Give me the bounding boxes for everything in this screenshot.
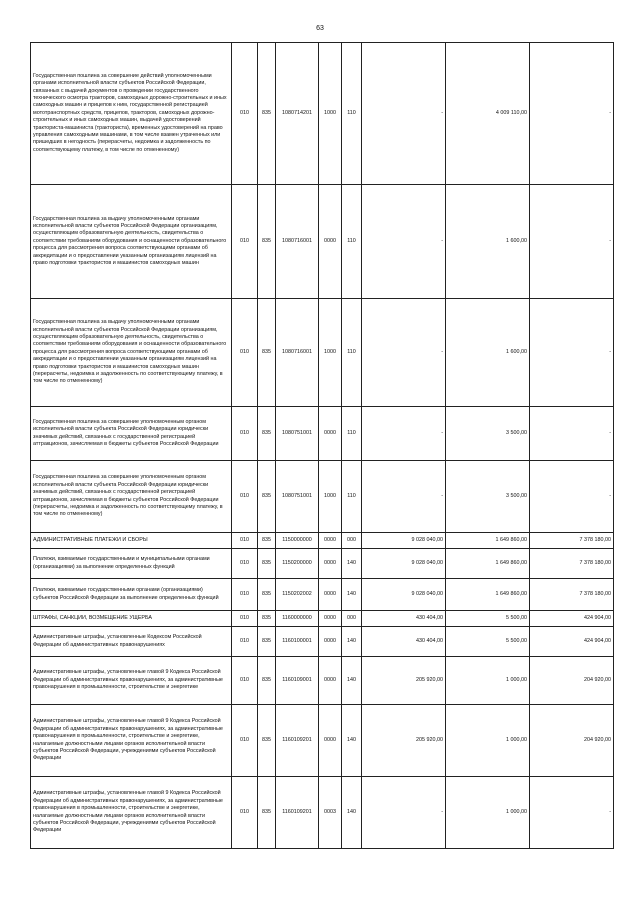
row-value-3: 204 920,00: [530, 657, 614, 705]
row-description: Государственная пошлина за совершение действий уполномоченными органами исполнительной власти субъектов Российской Федерации, связанных с выдачей документов о проведении государственного технического осмотра тракторов, самоходных дорожно-строительных и иных самоходных машин и прицепов к ним, государственной регистрацией мототранспортных средств, прицепов, тракторов, самоходных дорожно-строительных и иных самоходных машин, выдачей удостоверений тракториста-машиниста (тракториста), временных удостоверений на право управления самоходными машинами, в том числе взамен утраченных или пришедших в негодность (перерасчеты, недоимка и задолженность по соответствующему платежу, в том числе по отмененному): [31, 43, 232, 185]
row-admin-code: 835: [258, 705, 276, 777]
row-program-code: 0000: [319, 533, 342, 549]
row-description: Государственная пошлина за совершение уполномоченным органом исполнительной власти субъекта Российской Федерации юридически значимых действий, связанных с государственной регистрацией аттракционов, зачисляемая в бюджеты субъектов Российской Федерации (перерасчеты, недоимка и задолженность по соответствующему платежу, в том числе по отмененному): [31, 461, 232, 533]
row-kbk-code: 1080751001: [276, 461, 319, 533]
row-type-code: 140: [342, 627, 362, 657]
row-admin-code: 835: [258, 611, 276, 627]
row-kbk-code: 1080716001: [276, 299, 319, 407]
table-row: [31, 299, 614, 407]
row-type-code: 000: [342, 533, 362, 549]
row-value-2: 1 000,00: [446, 705, 530, 777]
row-code: 010: [232, 657, 258, 705]
row-value-2: 1 600,00: [446, 299, 530, 407]
row-value-3: 7 378 180,00: [530, 579, 614, 611]
row-value-2: 1 649 860,00: [446, 549, 530, 579]
row-type-code: 140: [342, 777, 362, 849]
row-code: 010: [232, 777, 258, 849]
row-value-1: -: [362, 461, 446, 533]
row-admin-code: 835: [258, 579, 276, 611]
row-code: 010: [232, 705, 258, 777]
row-description: Государственная пошлина за совершение уполномоченным органом исполнительной власти субъекта Российской Федерации юридически значимых действий, связанных с государственной регистрацией аттракционов, зачисляемая в бюджеты субъектов Российской Федерации: [31, 407, 232, 461]
row-kbk-code: 1160109201: [276, 777, 319, 849]
row-code: 010: [232, 611, 258, 627]
row-code: 010: [232, 579, 258, 611]
row-kbk-code: 1160109001: [276, 657, 319, 705]
row-program-code: 0000: [319, 185, 342, 299]
row-value-1: 205 920,00: [362, 657, 446, 705]
row-program-code: 1000: [319, 43, 342, 185]
row-code: 010: [232, 43, 258, 185]
table-row: [31, 657, 614, 705]
row-value-1: 9 028 040,00: [362, 533, 446, 549]
row-type-code: 140: [342, 579, 362, 611]
row-program-code: 0000: [319, 407, 342, 461]
row-program-code: 0000: [319, 627, 342, 657]
row-type-code: 000: [342, 611, 362, 627]
row-description: Административные штрафы, установленные Кодексом Российской Федерации об административных правонарушениях: [31, 627, 232, 657]
row-value-3: 7 378 180,00: [530, 549, 614, 579]
table-row: [31, 43, 614, 185]
row-code: 010: [232, 461, 258, 533]
row-value-1: 9 028 040,00: [362, 549, 446, 579]
row-value-3: -: [530, 461, 614, 533]
table-row: [31, 705, 614, 777]
row-value-1: 430 404,00: [362, 627, 446, 657]
row-type-code: 140: [342, 549, 362, 579]
row-type-code: 140: [342, 657, 362, 705]
row-kbk-code: 1150000000: [276, 533, 319, 549]
row-value-2: 1 600,00: [446, 185, 530, 299]
row-value-1: 430 404,00: [362, 611, 446, 627]
row-type-code: 110: [342, 299, 362, 407]
row-code: 010: [232, 185, 258, 299]
row-kbk-code: 1080714201: [276, 43, 319, 185]
row-admin-code: 835: [258, 627, 276, 657]
row-code: 010: [232, 549, 258, 579]
row-program-code: 0000: [319, 705, 342, 777]
row-type-code: 140: [342, 705, 362, 777]
budget-revenue-table: [30, 42, 614, 849]
row-value-1: -: [362, 777, 446, 849]
row-description: Платежи, взимаемые государственными органами (организациями) субъектов Российской Федерации за выполнение определенных функций: [31, 579, 232, 611]
row-kbk-code: 1160100001: [276, 627, 319, 657]
row-type-code: 110: [342, 185, 362, 299]
table-row: [31, 549, 614, 579]
row-kbk-code: 1150200000: [276, 549, 319, 579]
table-row: [31, 579, 614, 611]
row-admin-code: 835: [258, 299, 276, 407]
row-value-3: -: [530, 407, 614, 461]
table-row: [31, 627, 614, 657]
table-row: [31, 185, 614, 299]
row-type-code: 110: [342, 461, 362, 533]
table-row-section: [31, 611, 614, 627]
table-row: [31, 407, 614, 461]
row-program-code: 0003: [319, 777, 342, 849]
row-value-1: 205 920,00: [362, 705, 446, 777]
row-description: Платежи, взимаемые государственными и муниципальными органами (организациями) за выполнение определенных функций: [31, 549, 232, 579]
table-row: [31, 461, 614, 533]
row-value-3: 7 378 180,00: [530, 533, 614, 549]
row-program-code: 0000: [319, 579, 342, 611]
row-admin-code: 835: [258, 777, 276, 849]
row-admin-code: 835: [258, 407, 276, 461]
row-value-2: 1 649 860,00: [446, 533, 530, 549]
row-admin-code: 835: [258, 533, 276, 549]
table-row-section: [31, 533, 614, 549]
row-value-1: -: [362, 299, 446, 407]
row-program-code: 0000: [319, 549, 342, 579]
row-kbk-code: 1160000000: [276, 611, 319, 627]
row-code: 010: [232, 407, 258, 461]
row-description: Административные штрафы, установленные главой 9 Кодекса Российской Федерации об административных правонарушениях, за административные правонарушения в промышленности, строительстве и энергетике, налагаемые должностными лицами органов исполнительной власти субъектов Российской Федерации, учреждениями субъектов Российской Федерации: [31, 705, 232, 777]
row-description: Государственная пошлина за выдачу уполномоченными органами исполнительной власти субъектов Российской Федерации организациям, осуществляющим образовательную деятельность, свидетельства о соответствии требованиям оборудования и оснащенности образовательного процесса для рассмотрения вопроса соответствующими органами об аккредитации и о предоставлении указанным организациям лицензий на право подготовки трактористов и машинистов самоходных машин: [31, 185, 232, 299]
row-kbk-code: 1080751001: [276, 407, 319, 461]
row-value-3: 424 904,00: [530, 611, 614, 627]
row-value-3: 204 920,00: [530, 705, 614, 777]
row-value-2: 1 000,00: [446, 777, 530, 849]
row-description: ШТРАФЫ, САНКЦИИ, ВОЗМЕЩЕНИЕ УЩЕРБА: [31, 611, 232, 627]
row-admin-code: 835: [258, 461, 276, 533]
row-program-code: 0000: [319, 657, 342, 705]
row-program-code: 0000: [319, 611, 342, 627]
row-value-2: 3 500,00: [446, 461, 530, 533]
row-value-2: 1 000,00: [446, 657, 530, 705]
row-value-3: -: [530, 185, 614, 299]
row-value-2: 3 500,00: [446, 407, 530, 461]
row-description: Административные штрафы, установленные главой 9 Кодекса Российской Федерации об административных правонарушениях, за административные правонарушения в промышленности, строительстве и энергетике: [31, 657, 232, 705]
table-row: [31, 777, 614, 849]
row-description: Административные штрафы, установленные главой 9 Кодекса Российской Федерации об административных правонарушениях, за административные правонарушения в промышленности, строительстве и энергетике, налагаемые должностными лицами органов исполнительной власти субъектов Российской Федерации, учреждениями субъектов Российской Федерации: [31, 777, 232, 849]
page-number: 63: [316, 25, 324, 32]
row-description: АДМИНИСТРАТИВНЫЕ ПЛАТЕЖИ И СБОРЫ: [31, 533, 232, 549]
row-description: Государственная пошлина за выдачу уполномоченными органами исполнительной власти субъектов Российской Федерации организациям, осуществляющим образовательную деятельность, свидетельства о соответствии требованиям оборудования и оснащенности образовательного процесса для рассмотрения вопроса соответствующими органами об аккредитации и о предоставлении указанным организациям лицензий на право подготовки трактористов и машинистов самоходных машин (перерасчеты, недоимка и задолженность по соответствующему платежу, в том числе по отмененному): [31, 299, 232, 407]
row-value-3: -: [530, 299, 614, 407]
row-kbk-code: 1160109201: [276, 705, 319, 777]
row-kbk-code: 1080716001: [276, 185, 319, 299]
row-value-3: -: [530, 43, 614, 185]
row-admin-code: 835: [258, 549, 276, 579]
row-value-3: -: [530, 777, 614, 849]
row-value-1: -: [362, 185, 446, 299]
row-admin-code: 835: [258, 43, 276, 185]
row-kbk-code: 1150202002: [276, 579, 319, 611]
row-type-code: 110: [342, 407, 362, 461]
row-value-3: 424 904,00: [530, 627, 614, 657]
row-admin-code: 835: [258, 185, 276, 299]
row-value-2: 5 500,00: [446, 627, 530, 657]
row-value-2: 1 649 860,00: [446, 579, 530, 611]
row-value-1: -: [362, 407, 446, 461]
row-code: 010: [232, 627, 258, 657]
row-program-code: 1000: [319, 299, 342, 407]
row-value-1: 9 028 040,00: [362, 579, 446, 611]
row-value-2: 5 500,00: [446, 611, 530, 627]
row-admin-code: 835: [258, 657, 276, 705]
row-program-code: 1000: [319, 461, 342, 533]
row-code: 010: [232, 299, 258, 407]
row-code: 010: [232, 533, 258, 549]
row-value-2: 4 009 110,00: [446, 43, 530, 185]
row-type-code: 110: [342, 43, 362, 185]
row-value-1: -: [362, 43, 446, 185]
